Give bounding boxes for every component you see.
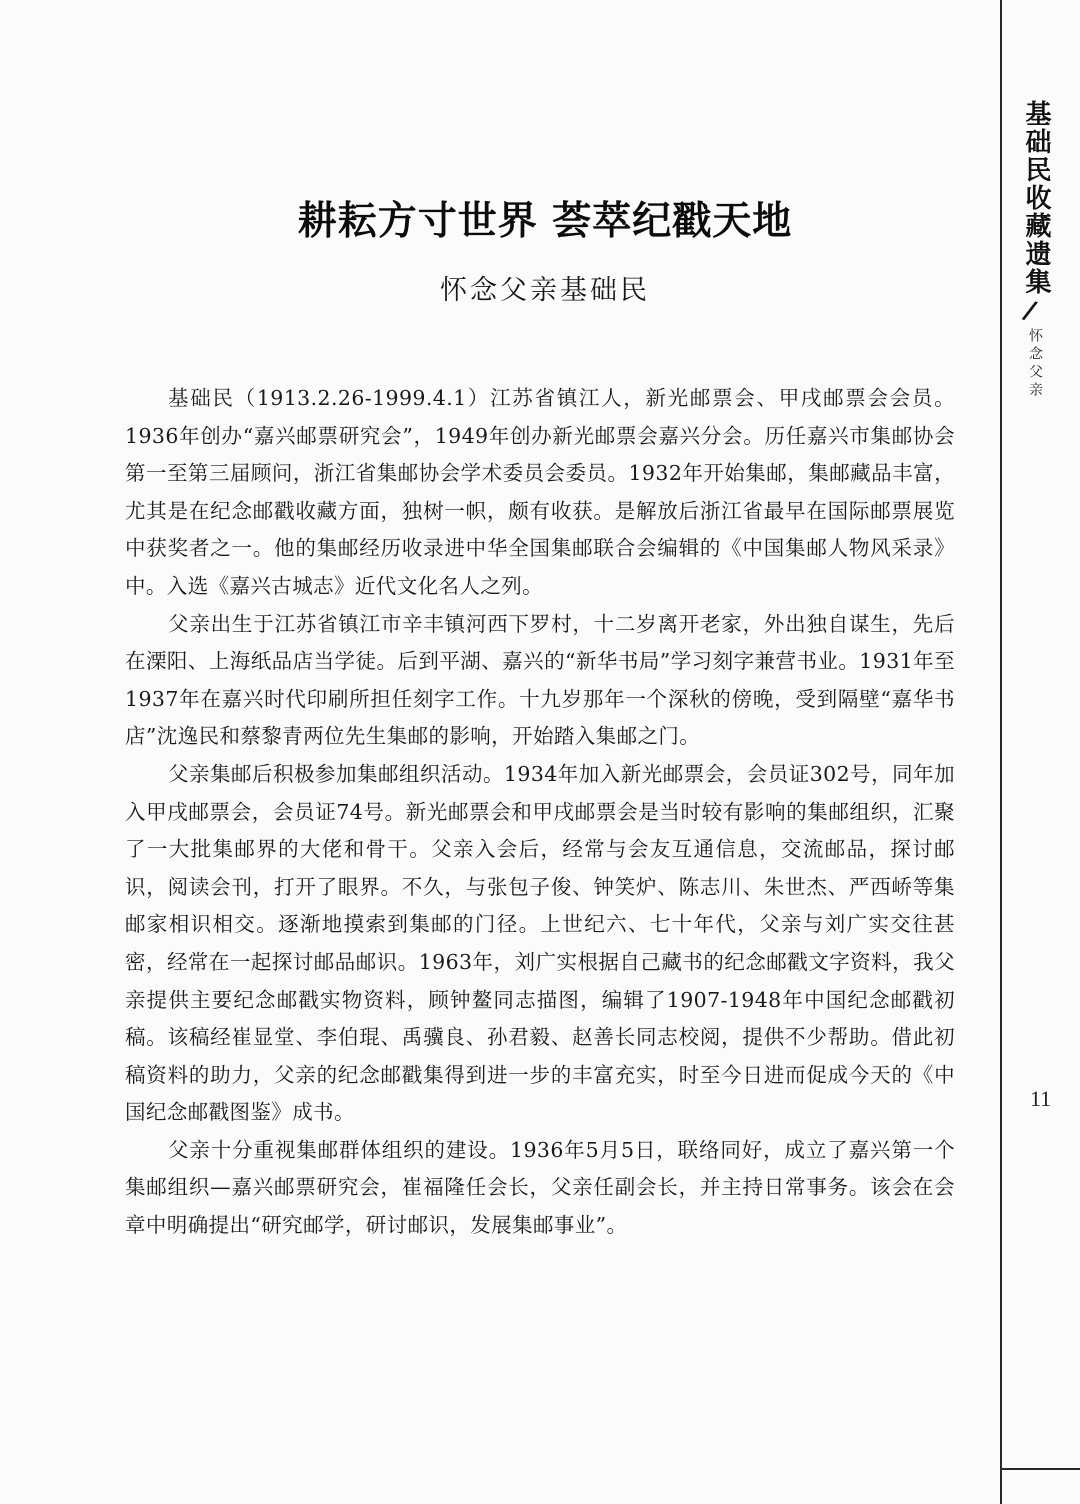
paragraph-3: 父亲集邮后积极参加集邮组织活动。1934年加入新光邮票会，会员证302号，同年加入甲戌邮票会，会员证74号。新光邮票会和甲戌邮票会是当时较有影响的集邮组织，汇聚了一大批集邮界的大佬和骨干。父亲入会后，经常与会友互通信息，交流邮品，探讨邮识，阅读会刊，打开了眼界。不久，与张包子俊、钟笑炉、陈志川、朱世杰、严西峤等集邮家相识相交。逐渐地摸索到集邮的门径。上世纪六、七十年代，父亲与刘广实交往甚密，经常在一起探讨邮品邮识。1963年，刘广实根据自己藏书的纪念邮戳文字资料，我父亲提供主要纪念邮戳实物资料，顾钟鳌同志描图，编辑了1907-1948年中国纪念邮戳初稿。该稿经崔显堂、李伯琨、禹骥良、孙君毅、赵善长同志校阅，提供不少帮助。借此初稿资料的助力，父亲的纪念邮戳集得到进一步的丰富充实，时至今日进而促成今天的《中国纪念邮戳图鉴》成书。 (125, 761, 955, 1125)
sidebar-book-title: 基础民收藏遗集 (1021, 100, 1051, 296)
margin-rule (1000, 0, 1002, 1504)
article-body (125, 380, 955, 1245)
sidebar-section-title: 怀念父亲 (1027, 328, 1043, 400)
paragraph-2: 父亲出生于江苏省镇江市辛丰镇河西下罗村，十二岁离开老家，外出独自谋生，先后在溧阳、上海纸品店当学徒。后到平湖、嘉兴的“新华书局”学习刻字兼营书业。1931年至1937年在嘉兴时代印刷所担任刻字工作。十九岁那年一个深秋的傍晚，受到隔壁“嘉华书店”沈逸民和蔡黎青两位先生集邮的影响，开始踏入集邮之门。 (125, 611, 955, 749)
page-number-rule (1000, 1468, 1080, 1470)
sidebar-separator: / (1020, 295, 1040, 327)
article-subtitle: 怀念父亲基础民 (440, 275, 650, 306)
paragraph-4: 父亲十分重视集邮群体组织的建设。1936年5月5日，联络同好，成立了嘉兴第一个集邮组织—嘉兴邮票研究会，崔福隆任会长，父亲任副会长，并主持日常事务。该会在会章中明确提出“研究邮学，研讨邮识，发展集邮事业”。 (125, 1137, 955, 1238)
article-title: 耕耘方寸世界 荟萃纪戳天地 (297, 198, 793, 244)
page-number: 11 (1030, 1086, 1052, 1111)
paragraph-1: 基础民（1913.2.26-1999.4.1）江苏省镇江人，新光邮票会、甲戌邮票会会员。1936年创办“嘉兴邮票研究会”，1949年创办新光邮票会嘉兴分会。历任嘉兴市集邮协会第一至第三届顾问，浙江省集邮协会学术委员会委员。1932年开始集邮，集邮藏品丰富，尤其是在纪念邮戳收藏方面，独树一帜，颇有收获。是解放后浙江省最早在国际邮票展览中获奖者之一。他的集邮经历收录进中华全国集邮联合会编辑的《中国集邮人物风采录》中。入选《嘉兴古城志》近代文化名人之列。 (125, 386, 955, 598)
